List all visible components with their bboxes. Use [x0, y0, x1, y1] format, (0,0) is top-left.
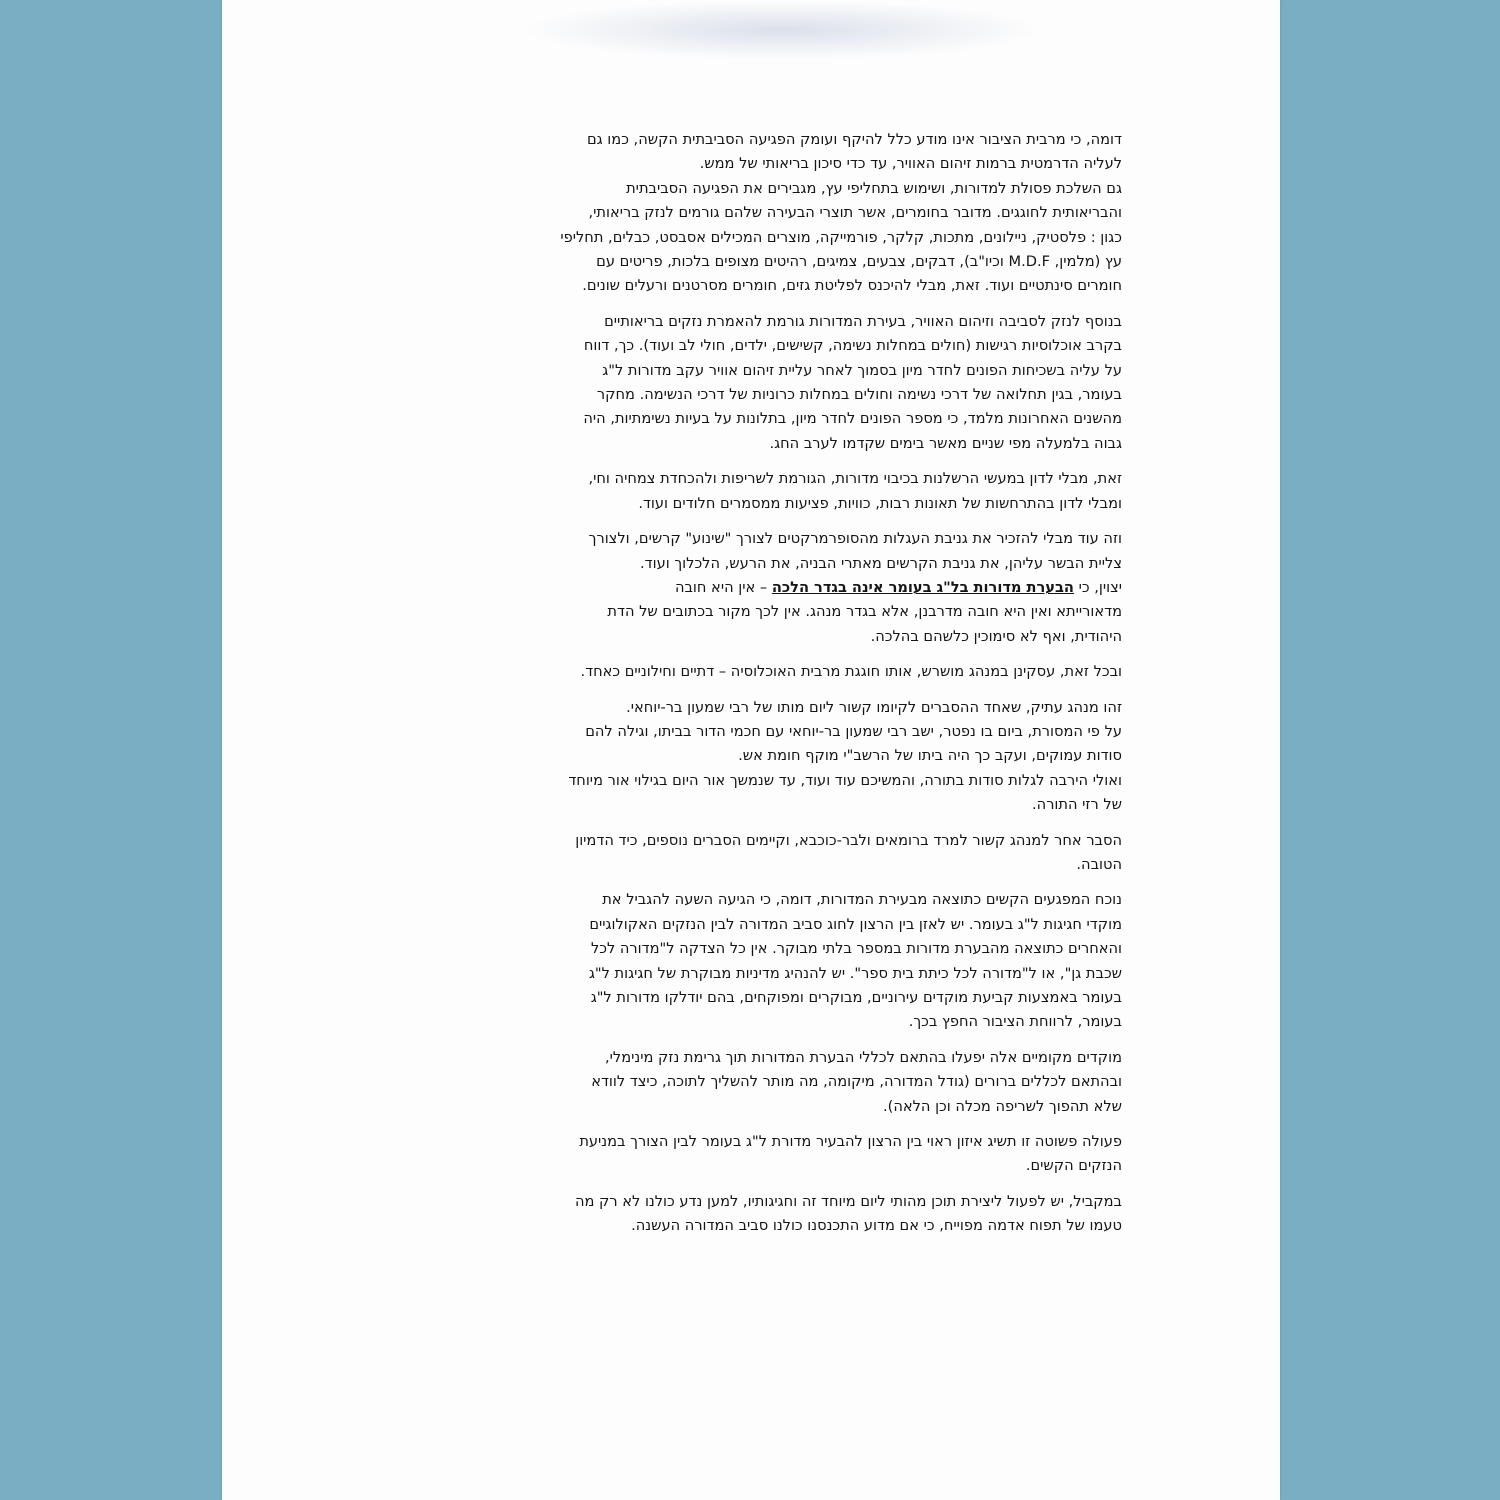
text-line: זהו מנהג עתיק, שאחד ההסברים לקיומו קשור ליום מותו של רבי שמעון בר-יוחאי. — [626, 698, 1122, 716]
text-line: חומרים סינתטיים ועוד. זאת, מבלי להיכנס לפליטת גזים, חומרים מסרטנים ורעלים שונים. — [582, 277, 1122, 295]
halacha-emphasis: הבערת מדורות בל"ג בעומר אינה בגדר הלכה — [771, 578, 1074, 596]
text-line: מדאורייתא ואין היא חובה מדרבנן, אלא בגדר מנהג. אין לכך מקור בכתובים של הדת — [607, 603, 1122, 621]
paragraph-5 — [382, 660, 1122, 684]
paragraph-4 — [382, 527, 1122, 649]
text-line: לעליה הדרמטית ברמות זיהום האוויר, עד כדי סיכון בריאותי של ממש. — [699, 155, 1122, 173]
emphasis-line-before: יצוין, כי — [1078, 578, 1122, 596]
text-line: צליית הבשר עליהן, את גניבת הקרשים מאתרי הבניה, את הרעש, הלכלוך ועוד. — [640, 554, 1122, 572]
text-line: ואולי הירבה לגלות סודות בתורה, והמשיכם עוד ועוד, עד שנמשך אור היום בגילוי אור מיוחד — [568, 771, 1122, 789]
text-line: עץ (מלמין, M.D.F וכיו"ב), דבקים, צבעים, צמיגים, רהיטים מצופים בלכות, פריטים עם — [596, 253, 1122, 271]
text-line: ובכל זאת, עסקינן במנהג מושרש, אותו חוגגת מרבית האוכלוסיה – דתיים וחילוניים כאחד. — [580, 663, 1122, 681]
text-line: כגון : פלסטיק, ניילונים, מתכות, קלקר, פורמייקה, מוצרים המכילים אסבסט, כבלים, תחליפי — [560, 228, 1122, 246]
text-line: והאחרים כתוצאה מהבערת מדורות במספר בלתי מבוקר. אין כל הצדקה ל"מדורה לכל — [590, 940, 1122, 958]
text-line: היהודית, ואף לא סימוכין כלשהם בהלכה. — [870, 627, 1122, 645]
text-line: טעמו של תפוח אדמה מפוייח, כי אם מדוע התכנסנו כולנו סביב המדורה העשנה. — [631, 1217, 1122, 1235]
paragraph-1 — [382, 128, 1122, 299]
document-page — [222, 0, 1280, 1500]
paragraph-10 — [382, 1130, 1122, 1179]
text-line: שכבת גן", או ל"מדורה לכל כיתת בית ספר". יש להנהיג מדיניות מבוקרת של חגיגות ל"ג — [588, 964, 1122, 982]
emphasis-line — [382, 576, 1122, 600]
paragraph-3 — [382, 467, 1122, 516]
paragraph-11 — [382, 1190, 1122, 1239]
text-line: וזה עוד מבלי להזכיר את גניבת העגלות מהסופרמרקטים לצורך "שינוע" קרשים, ולצורך — [588, 530, 1122, 548]
text-line: ומבלי לדון בהתרחשות של תאונות רבות, כוויות, פציעות ממסמרים חלודים ועוד. — [638, 494, 1122, 512]
text-line: דומה, כי מרבית הציבור אינו מודע כלל להיקף ועומק הפגיעה הסביבתית הקשה, כמו גם — [586, 131, 1122, 148]
text-line: בעומר, לרווחת הציבור החפץ בכך. — [908, 1013, 1122, 1031]
paragraph-8 — [382, 888, 1122, 1034]
text-line: מוקדים מקומיים אלה יפעלו בהתאם לכללי הבערת המדורות תוך גרימת נזק מינימלי, — [605, 1048, 1122, 1066]
emphasis-line-after: – אין היא חובה — [674, 578, 768, 596]
text-line: בקרב אוכלוסיות רגישות (חולים במחלות נשימה, קשישים, ילדים, חולי לב ועוד). כך, דווח — [583, 337, 1122, 355]
text-line: הטובה. — [1076, 855, 1122, 873]
text-line: מוקדי חגיגות ל"ג בעומר. יש לאזן בין הרצון לחוג סביב המדורה לבין הנזקים האקולוגיים — [589, 915, 1122, 933]
text-line: נוכח המפגעים הקשים כתוצאה מבעירת המדורות, דומה, כי הגיעה השעה להגביל את — [602, 891, 1122, 909]
text-line: של רזי התורה. — [1032, 796, 1122, 814]
paragraph-2 — [382, 310, 1122, 456]
text-line: ובהתאם לכללים ברורים (גודל המדורה, מיקומה, מה מותר להשליך לתוכה, כיצד לוודא — [591, 1073, 1122, 1091]
text-line: גם השלכת פסולת למדורות, ושימוש בתחליפי עץ, מגבירים את הפגיעה הסביבתית — [626, 179, 1122, 197]
paragraph-7 — [382, 829, 1122, 878]
text-line: בעומר באמצעות קביעת מוקדים עירוניים, מבוקרים ומפוקחים, בהם יודלקו מדורות ל"ג — [590, 989, 1122, 1006]
text-line: בנוסף לנזק לסביבה וזיהום האוויר, בעירת המדורות גורמת להאמרת נזקים בריאותיים — [604, 312, 1122, 330]
text-line: סודות עמוקים, ועקב כך היה ביתו של הרשב"י מוקף חומת אש. — [738, 747, 1122, 765]
text-line: הנזקים הקשים. — [1025, 1157, 1122, 1175]
document-body — [382, 128, 1122, 1250]
text-line: מהשנים האחרונות מלמד, כי מספר הפונים לחדר מיון, בתלונות על בעיות נשימתיות, היה — [583, 410, 1122, 428]
text-line: גבוה בלמעלה מפי שניים מאשר בימים שקדמו לערב החג. — [769, 434, 1122, 452]
paragraph-9 — [382, 1046, 1122, 1119]
paragraph-6 — [382, 696, 1122, 818]
text-line: שלא תהפוך לשריפה מכלה וכן הלאה). — [882, 1097, 1122, 1115]
text-line: והבריאותית לחוגגים. מדובר בחומרים, אשר תוצרי הבעירה שלהם גורמים לנזק בריאותי, — [588, 204, 1122, 222]
text-line: במקביל, יש לפעול ליצירת תוכן מהותי ליום מיוחד זה וחגיגותיו, למען נדע כולנו לא רק מה — [574, 1192, 1122, 1210]
text-line: זאת, מבלי לדון במעשי הרשלנות בכיבוי מדורות, הגורמת לשריפות ולהכחדת צמחיה וחי, — [588, 470, 1122, 488]
text-line: על עליה בשכיחות הפונים לחדר מיון בסמוך לאחר עליית זיהום אוויר עקב מדורות ל"ג — [602, 361, 1122, 379]
text-line: הסבר אחר למנהג קשור למרד ברומאים ולבר-כוכבא, וקיימים הסברים נוספים, כיד הדמיון — [575, 831, 1122, 849]
text-line: על פי המסורת, ביום בו נפטר, ישב רבי שמעון בר-יוחאי עם חכמי הדור בביתו, וגילה להם — [585, 722, 1122, 740]
text-line: בעומר, בגין תחלואה של דרכי נשימה וחולים במחלות כרוניות של דרכי הנשימה. מחקר — [596, 386, 1122, 404]
text-line: פעולה פשוטה זו תשיג איזון ראוי בין הרצון להבעיר מדורת ל"ג בעומר לבין הצורך במניעת — [579, 1133, 1122, 1151]
